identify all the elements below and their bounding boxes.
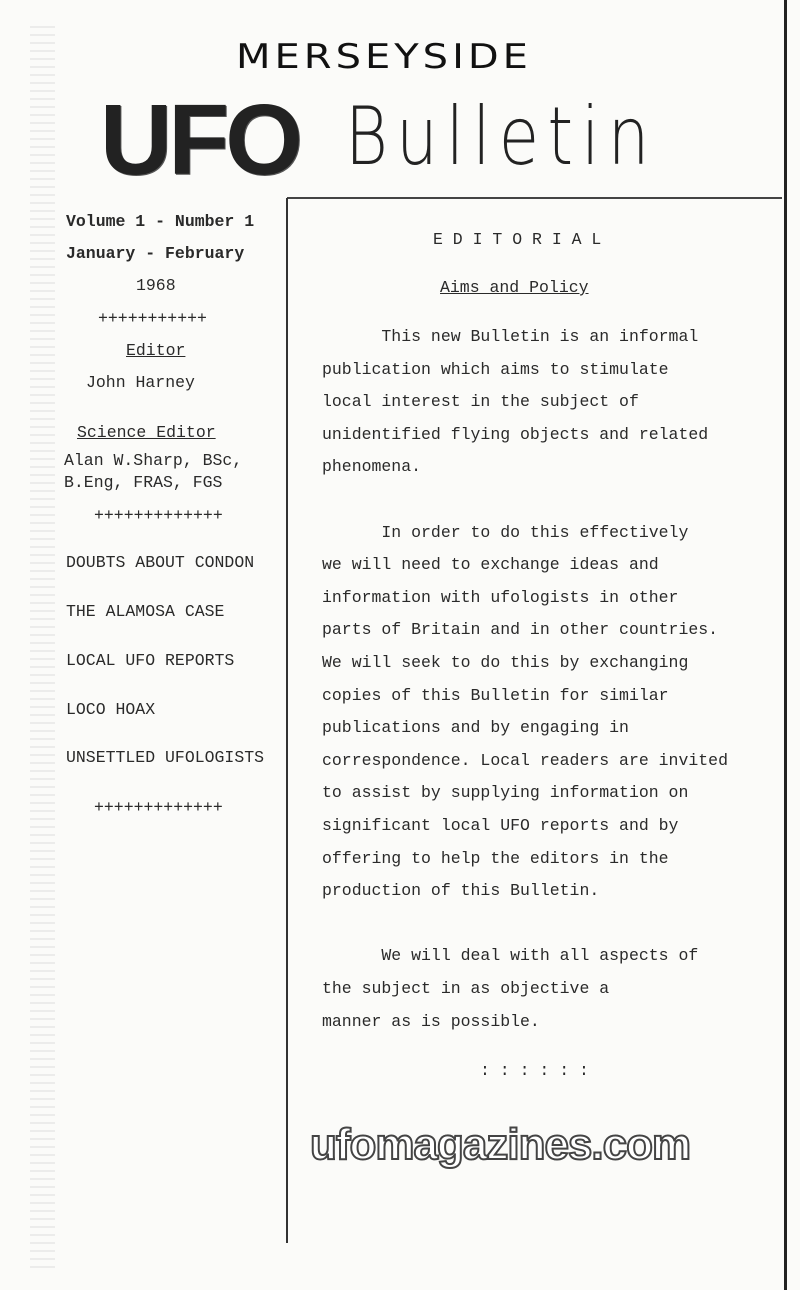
body-line: publication which aims to stimulate — [322, 359, 669, 379]
science-editor-label: Science Editor — [77, 423, 216, 442]
body-line: copies of this Bulletin for similar — [322, 685, 669, 705]
contents-item: LOCO HOAX — [66, 700, 156, 719]
editorial-heading: E D I T O R I A L — [433, 230, 602, 249]
divider: +++++++++++++ — [94, 506, 223, 525]
body-line: to assist by supplying information on — [322, 783, 689, 803]
volume-number: Volume 1 - Number 1 — [66, 212, 255, 231]
divider: +++++++++++++ — [94, 798, 223, 817]
masthead-ufo: UFO — [100, 84, 300, 196]
divider: +++++++++++ — [98, 309, 207, 328]
body-line: information with ufologists in other — [322, 587, 679, 607]
scan-edge-noise — [30, 20, 55, 1270]
editorial-subheading: Aims and Policy — [440, 278, 589, 297]
science-editor-name: Alan W.Sharp, BSc, — [64, 451, 243, 470]
body-line: parts of Britain and in other countries. — [322, 620, 719, 640]
contents-item: UNSETTLED UFOLOGISTS — [66, 748, 265, 767]
masthead-bulletin: Bulletin — [345, 90, 658, 183]
column-rule — [286, 198, 288, 1243]
body-line: In order to do this effectively — [322, 522, 689, 542]
body-line: the subject in as objective a — [322, 979, 610, 998]
body-line: manner as is possible. — [322, 1011, 540, 1031]
body-line: offering to help the editors in the — [322, 848, 669, 868]
science-editor-quals: B.Eng, FRAS, FGS — [64, 473, 223, 492]
contents-item: THE ALAMOSA CASE — [66, 602, 225, 621]
body-line: We will seek to do this by exchanging — [322, 653, 689, 672]
contents-item: DOUBTS ABOUT CONDON — [66, 553, 255, 572]
editor-name: John Harney — [86, 373, 195, 392]
body-line: correspondence. Local readers are invited — [322, 750, 728, 770]
body-line: significant local UFO reports and by — [322, 816, 679, 835]
body-line: unidentified flying objects and related — [322, 424, 709, 444]
contents-item: LOCAL UFO REPORTS — [66, 651, 235, 670]
body-line: production of this Bulletin. — [322, 881, 600, 901]
watermark: ufomagazines.com — [310, 1120, 691, 1169]
page-edge-line — [784, 0, 787, 1290]
body-line: local interest in the subject of — [322, 392, 639, 412]
body-line: we will need to exchange ideas and — [322, 555, 659, 575]
editor-label: Editor — [126, 341, 186, 360]
issue-year: 1968 — [136, 276, 176, 295]
issue-months: January - February — [66, 244, 245, 263]
body-line: This new Bulletin is an informal — [322, 327, 699, 346]
end-mark: : : : : : : — [480, 1061, 589, 1080]
header-rule — [287, 197, 782, 199]
body-line: We will deal with all aspects of — [322, 946, 699, 966]
body-line: publications and by engaging in — [322, 718, 629, 738]
body-line: phenomena. — [322, 457, 422, 477]
masthead-region: MERSEYSIDE — [236, 37, 532, 77]
